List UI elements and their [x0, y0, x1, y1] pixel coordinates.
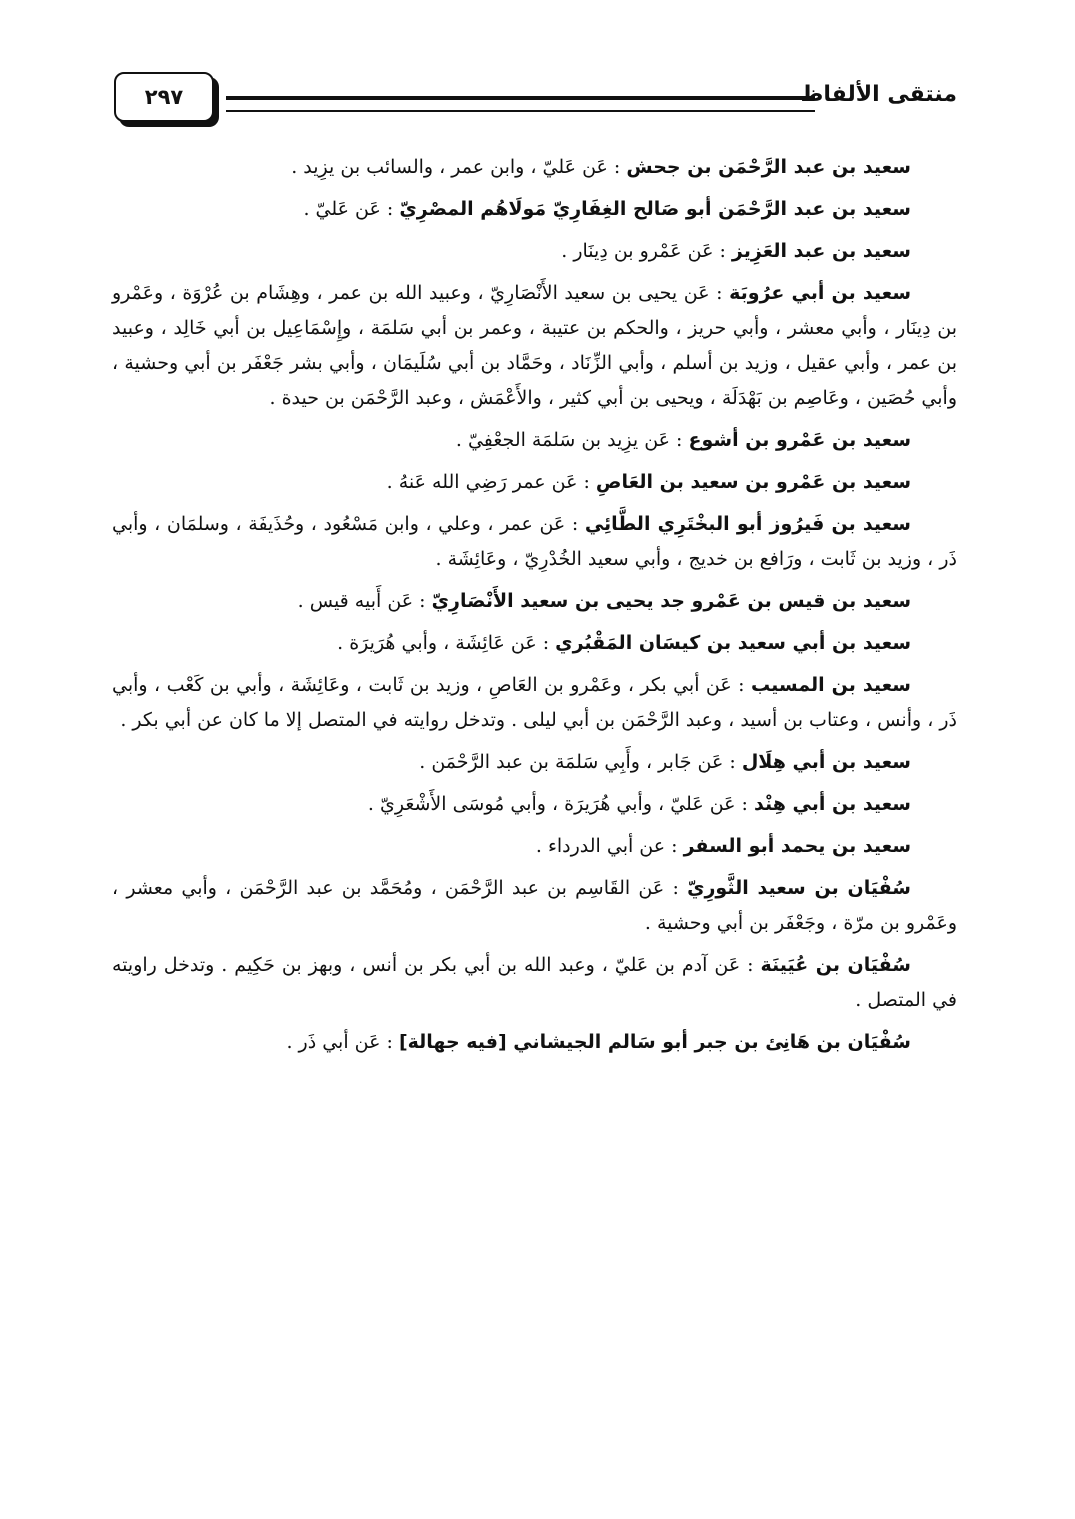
entry-text: : عَن عمر ، وعلي ، وابن مَسْعُود ، وحُذَيفَة ، وسلمَان ، وأبي ذَر ، وزيد بن ثَابت ، ورَافع بن خديج ، وأبي سعيد الخُدْرِيّ ، وعَائِشَة .	[112, 513, 957, 570]
entry-text: : عَن أبي ذَر .	[286, 1031, 399, 1053]
entry	[112, 1025, 957, 1060]
entry	[112, 745, 957, 780]
entry	[112, 150, 957, 185]
entry-text: : عَن يحيى بن سعيد الأَنْصَارِيّ ، وعبيد الله بن عمر ، وهِشَام بن عُرْوَة ، وعَمْرو بن دِينَار ، وأبي معشر ، وأبي حريز ، والحكم بن عتيبة ، وعمر بن أبي سَلمَة ، وإِسْمَاعِيل بن أبي خَالِد ، وعبيد بن عمر ، وأبي عقيل ، وزيد بن أسلم ، وأبي الزِّنَاد ، وحَمَّاد بن أبي سُلَيمَان ، وأبي بشر جَعْفَر بن أبي وحشية ، وأبي حُصَين ، وعَاصِم بن بَهْدَلَة ، ويحيى بن أبي كثير ، والأَعْمَش ، وعبد الرَّحْمَن بن حيدة .	[112, 282, 957, 409]
entry-name: سعيد بن أبي سعيد بن كيسَان المَقْبُري	[555, 632, 911, 654]
running-title: منتقى الألفاظ	[800, 82, 957, 107]
entry	[112, 507, 957, 577]
entry-text: : عَن عَليّ ، وأبي هُرَيرَة ، وأبي مُوسَى الأَشْعَرِيّ .	[367, 793, 754, 815]
entry-text: : عَن أبي بكر ، وعَمْرو بن العَاصِ ، وزيد بن ثَابت ، وعَائِشَة ، وأبي بن كَعْب ، وأبي ذَر ، وأنس ، وعتاب بن أسيد ، وعبد الرَّحْمَن بن أبي ليلى . وتدخل روايته في المتصل إلا ما كان عن أبي بكر .	[112, 674, 957, 731]
entry-text: : عَن عَليّ .	[303, 198, 400, 220]
page-header	[112, 72, 957, 130]
entry-name: سعيد بن عبد العَزِيز	[731, 240, 911, 262]
entry-name: سعيد بن عبد الرَّحْمَن أبو صَالح الغِفَارِيّ مَولَاهُم المصْرِيّ	[399, 198, 911, 220]
entry	[112, 276, 957, 416]
entry	[112, 192, 957, 227]
entry-name: سعيد بن عَمْرو بن أشوع	[688, 429, 911, 451]
header-rule	[226, 96, 815, 112]
entry	[112, 668, 957, 738]
entry	[112, 465, 957, 500]
entry-text: : عن أبي الدرداء .	[535, 835, 684, 857]
entry-text: : عَن عَمْرو بن دِينَار .	[561, 240, 732, 262]
entry	[112, 234, 957, 269]
entry-name: سعيد بن يحمد أبو السفر	[683, 835, 911, 857]
entry-text: : عَن عمر رَضِي الله عَنهُ .	[386, 471, 596, 493]
entry-text: : عَن أَبيه قيس .	[297, 590, 432, 612]
entry-name: سُفْيَان بن هَانِئ بن جبر أبو سَالم الجيشاني [فيه جهالة]	[398, 1031, 911, 1053]
entry-name: سعيد بن عَمْرو بن سعيد بن العَاصِ	[595, 471, 911, 493]
entry	[112, 871, 957, 941]
entry-name: سعيد بن قيس بن عَمْرو جد يحيى بن سعيد الأَنْصَارِيّ	[431, 590, 911, 612]
entry	[112, 829, 957, 864]
entry	[112, 948, 957, 1018]
page-number-box	[114, 72, 214, 122]
entry-name: سعيد بن أبي عرُوبَة	[729, 282, 912, 304]
entry-text: : عَن يزِيد بن سَلمَة الجعْفِيّ .	[455, 429, 689, 451]
entry-name: سعيد بن فَيرُوز أبو البخْتَرِي الطَّائِي	[584, 513, 911, 535]
entry-name: سُفْيَان بن سعيد الثَّورِيّ	[687, 877, 911, 899]
page-number: ٢٩٧	[144, 85, 184, 109]
entry-name: سُفْيَان بن عُيَينَة	[760, 954, 911, 976]
entry-text: : عَن عَائِشَة ، وأبي هُرَيرَة .	[337, 632, 556, 654]
entry-name: سعيد بن أبي هِنْد	[754, 793, 911, 815]
entry-name: سعيد بن عبد الرَّحْمَن بن جحش	[626, 156, 911, 178]
entry-text: : عَن القَاسِم بن عبد الرَّحْمَن ، ومُحَمَّد بن عبد الرَّحْمَن ، وأبي معشر ، وعَمْرو بن مرّة ، وجَعْفَر بن أبي وحشية .	[112, 877, 957, 934]
entry	[112, 584, 957, 619]
entry	[112, 626, 957, 661]
entry	[112, 787, 957, 822]
entry-text: : عَن عَليّ ، وابن عمر ، والسائب بن يزِيد .	[291, 156, 627, 178]
entry-text: : عَن جَابر ، وأَبِي سَلمَة بن عبد الرَّحْمَن .	[419, 751, 742, 773]
entry-text: : عَن آدم بن عَليّ ، وعبد الله بن أبي بكر بن أنس ، وبهز بن حَكِيم . وتدخل راويته في المتصل .	[112, 954, 957, 1011]
entry-name: سعيد بن أبي هِلَال	[741, 751, 911, 773]
entry	[112, 423, 957, 458]
main-text	[112, 150, 957, 1067]
entry-name: سعيد بن المسيب	[751, 674, 911, 696]
